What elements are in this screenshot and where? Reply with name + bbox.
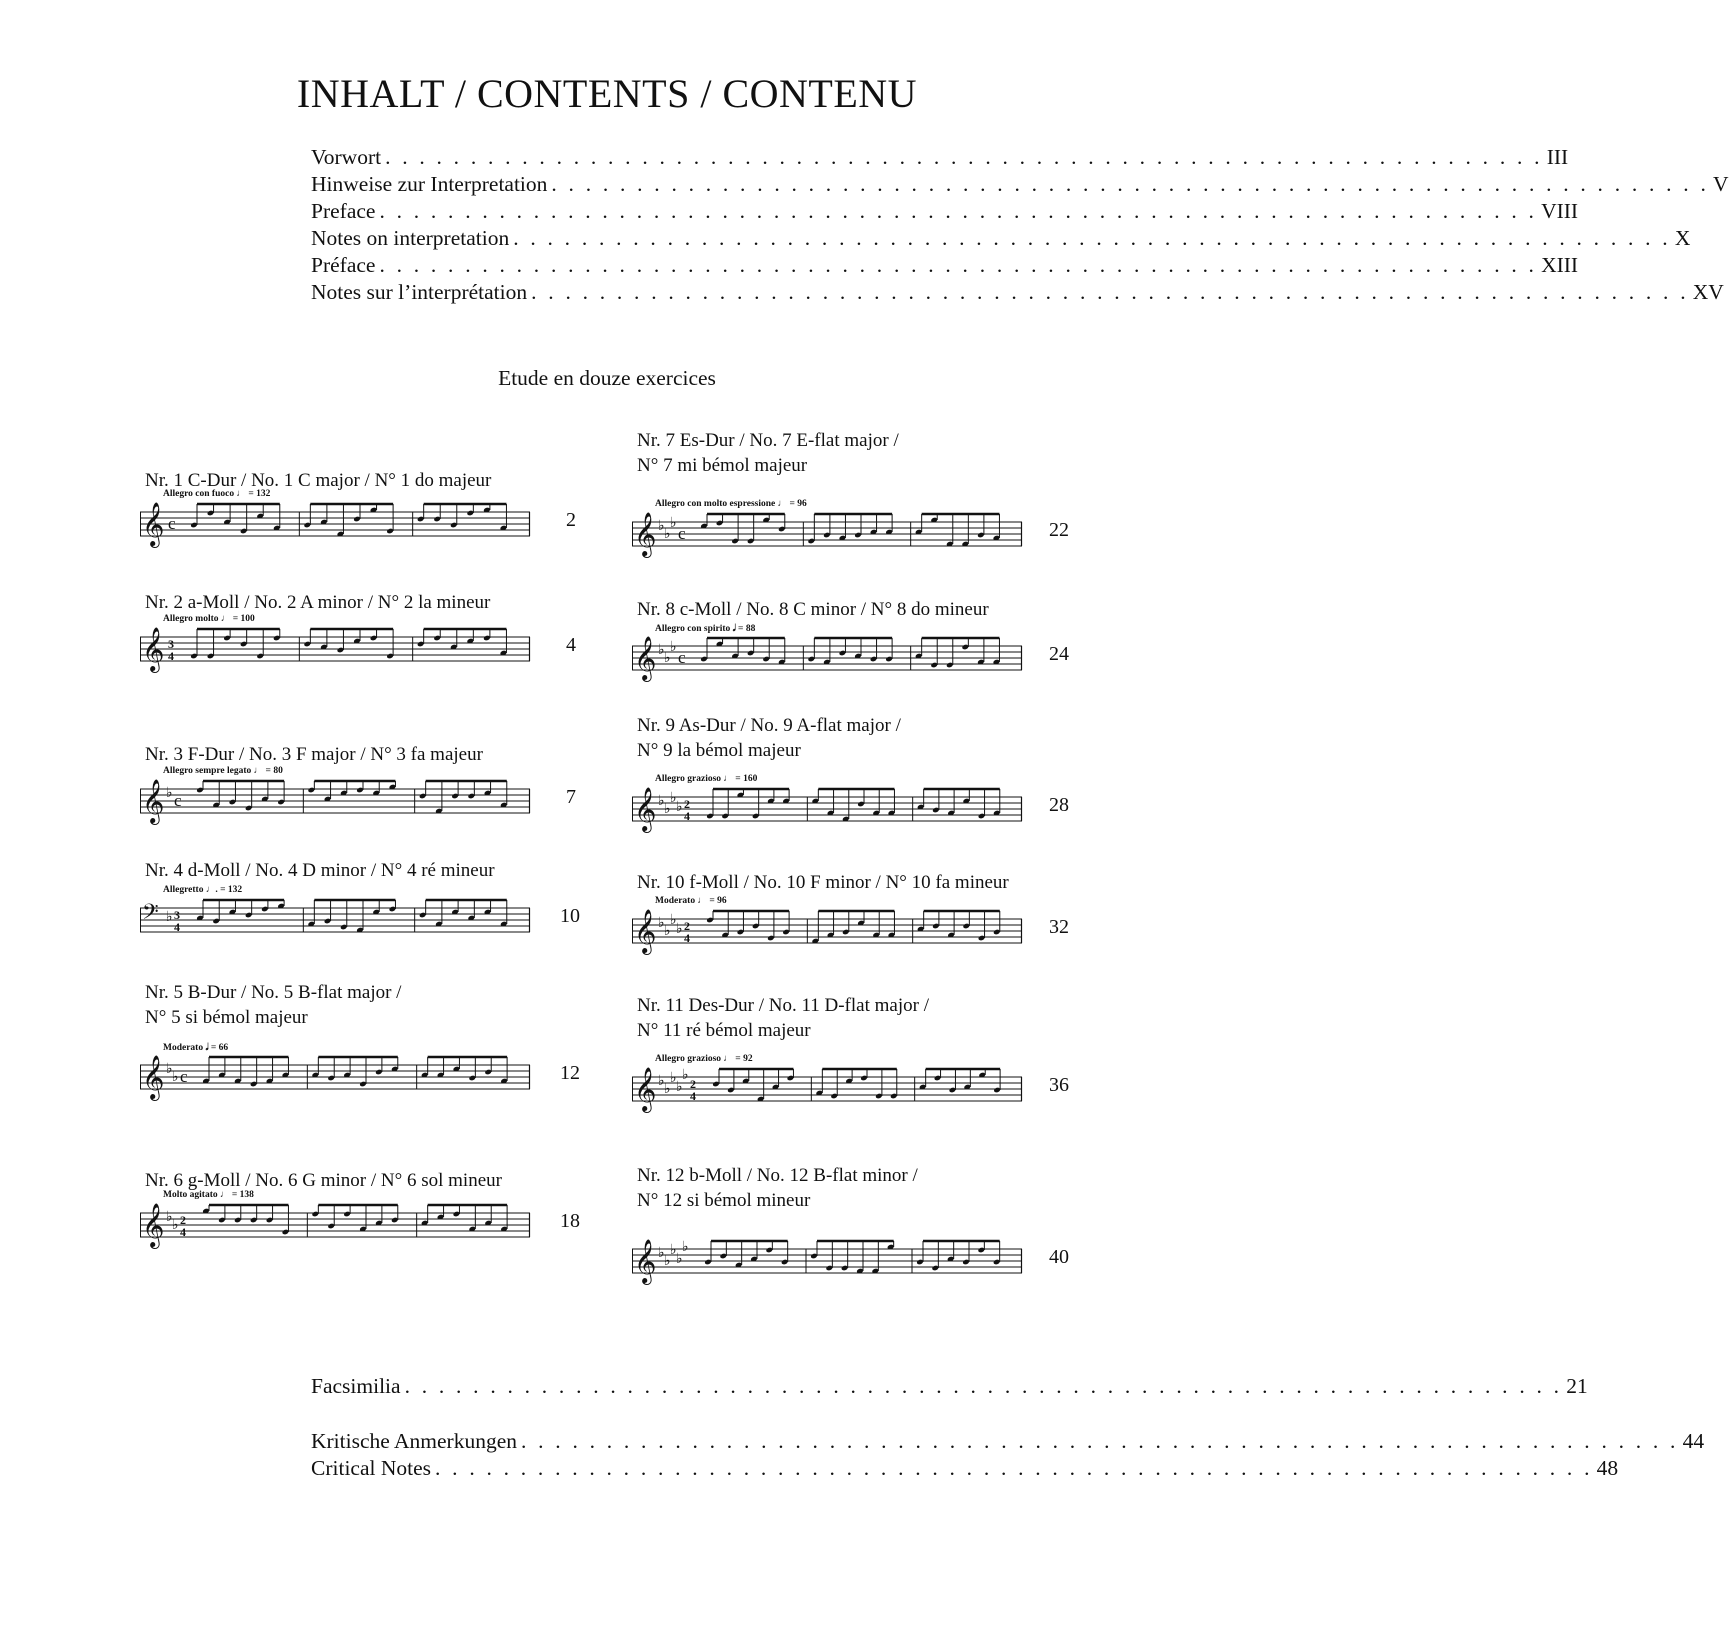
etude-title: Nr. 9 As-Dur / No. 9 A-flat major / — [637, 715, 901, 736]
treble-clef-icon: 𝄞 — [634, 636, 657, 680]
flat-icon: ♭ — [172, 1069, 179, 1085]
flat-icon: ♭ — [670, 515, 677, 531]
dot-leader: . . . . . . . . . . . . . . . . . . . . . . . . . . . . . . . . . . . . . . . . . . . . . . . . . . . . . . . . . . . . . . . . . . . . — [379, 253, 1538, 277]
etude-title: Nr. 12 b-Moll / No. 12 B-flat minor / — [637, 1165, 918, 1186]
treble-clef-icon: 𝄞 — [142, 779, 165, 823]
flat-icon: ♭ — [670, 639, 677, 655]
treble-clef-icon: 𝄞 — [634, 787, 657, 831]
etude-title: Nr. 11 Des-Dur / No. 11 D-flat major / — [637, 995, 929, 1016]
etude-page-number: 24 — [1049, 643, 1069, 665]
time-signature: 2 — [684, 797, 690, 811]
flat-icon: ♭ — [664, 1081, 671, 1097]
tempo-marking: Allegro sempre legato ♩ = 80 — [163, 766, 283, 776]
flat-icon: ♭ — [670, 1070, 677, 1086]
treble-clef-icon: 𝄞 — [634, 512, 657, 556]
time-signature: 2 — [690, 1077, 696, 1091]
back-matter-entry-label: Critical Notes — [311, 1456, 432, 1480]
etude-page-number: 12 — [560, 1062, 580, 1084]
etude-title-line2: N° 7 mi bémol majeur — [637, 455, 808, 476]
etude-page-number: 32 — [1049, 916, 1069, 938]
flat-icon: ♭ — [676, 799, 683, 815]
flat-icon: ♭ — [664, 526, 671, 542]
dot-leader: . . . . . . . . . . . . . . . . . . . . . . . . . . . . . . . . . . . . . . . . . . . . . . . . . . . . . . . . . . . . . . . . . . . . — [513, 226, 1671, 250]
dot-leader: . . . . . . . . . . . . . . . . . . . . . . . . . . . . . . . . . . . . . . . . . . . . . . . . . . . . . . . . . . . . . . . . . . . . — [531, 280, 1689, 304]
flat-icon: ♭ — [658, 793, 665, 809]
flat-icon: ♭ — [172, 1217, 179, 1233]
etude-page-number: 7 — [566, 786, 576, 808]
front-matter-entry-page: XIII — [1541, 253, 1579, 277]
etude-title: Nr. 1 C-Dur / No. 1 C major / N° 1 do majeur — [145, 470, 492, 491]
dot-leader: . . . . . . . . . . . . . . . . . . . . . . . . . . . . . . . . . . . . . . . . . . . . . . . . . . . . . . . . . . . . . . . . . . . . — [379, 199, 1538, 223]
etude-page-number: 10 — [560, 905, 580, 927]
flat-icon: ♭ — [166, 1209, 173, 1225]
front-matter-entry-page: XV — [1692, 280, 1724, 304]
music-incipit — [140, 775, 530, 825]
front-matter-entry-page: III — [1546, 145, 1569, 169]
flat-icon: ♭ — [682, 1239, 689, 1255]
treble-clef-icon: 𝄞 — [634, 909, 657, 953]
front-matter-entry-label: Vorwort — [311, 145, 382, 169]
music-incipit — [632, 1063, 1022, 1113]
tempo-marking: Moderato 𝅗𝅥 = 66 — [163, 1043, 229, 1053]
tempo-marking: Allegro grazioso ♩ = 92 — [655, 1054, 753, 1064]
tempo-marking: Molto agitato ♩ = 138 — [163, 1190, 254, 1200]
tempo-marking: Allegro con molto espressione ♩ = 96 — [655, 499, 807, 509]
tempo-marking: Allegro con fuoco ♩ = 132 — [163, 489, 271, 499]
back-matter-entry-page: 48 — [1596, 1456, 1619, 1480]
time-signature: 2 — [684, 919, 690, 933]
music-incipit — [140, 1199, 530, 1249]
etude-title: Nr. 5 B-Dur / No. 5 B-flat major / — [145, 982, 402, 1003]
front-matter-entry — [311, 170, 1729, 198]
etude-page-number: 40 — [1049, 1246, 1069, 1268]
flat-icon: ♭ — [658, 642, 665, 658]
etude-title: Nr. 10 f-Moll / No. 10 F minor / N° 10 fa mineur — [637, 872, 1009, 893]
front-matter-entry — [311, 143, 1569, 171]
music-incipit — [632, 508, 1022, 558]
time-signature: c — [678, 648, 686, 667]
flat-icon: ♭ — [664, 1253, 671, 1269]
etude-title: Nr. 6 g-Moll / No. 6 G minor / N° 6 sol mineur — [145, 1170, 502, 1191]
flat-icon: ♭ — [166, 1061, 173, 1077]
treble-clef-icon: 𝄞 — [142, 627, 165, 671]
back-matter-entry-page: 21 — [1566, 1374, 1588, 1398]
treble-clef-icon: 𝄞 — [634, 1239, 657, 1283]
etude-page-number: 22 — [1049, 519, 1069, 541]
time-signature: 2 — [180, 1213, 186, 1227]
etude-title-line2: N° 5 si bémol majeur — [145, 1007, 308, 1028]
music-incipit — [632, 1235, 1022, 1285]
flat-icon: ♭ — [658, 915, 665, 931]
flat-icon: ♭ — [166, 785, 173, 801]
treble-clef-icon: 𝄞 — [142, 502, 165, 546]
time-signature: c — [180, 1067, 188, 1086]
etude-title: Nr. 8 c-Moll / No. 8 C minor / N° 8 do mineur — [637, 599, 989, 620]
front-matter-entry-label: Preface — [311, 199, 376, 223]
back-matter-entry — [311, 1454, 1619, 1482]
flat-icon: ♭ — [670, 1242, 677, 1258]
flat-icon: ♭ — [676, 1079, 683, 1095]
music-incipit — [632, 905, 1022, 955]
etude-title: Nr. 2 a-Moll / No. 2 A minor / N° 2 la mineur — [145, 592, 491, 613]
back-matter-entry — [311, 1372, 1588, 1400]
svg-text:4: 4 — [180, 1225, 186, 1239]
flat-icon: ♭ — [682, 1067, 689, 1083]
etude-title: Nr. 7 Es-Dur / No. 7 E-flat major / — [637, 430, 899, 451]
flat-icon: ♭ — [658, 1073, 665, 1089]
etude-title-line2: N° 9 la bémol majeur — [637, 740, 801, 761]
treble-clef-icon: 𝄞 — [634, 1067, 657, 1111]
front-matter-entry — [311, 224, 1691, 252]
etude-title-line2: N° 12 si bémol mineur — [637, 1190, 811, 1211]
time-signature: c — [174, 791, 182, 810]
dot-leader: . . . . . . . . . . . . . . . . . . . . . . . . . . . . . . . . . . . . . . . . . . . . . . . . . . . . . . . . . . . . . . . . . . . . — [435, 1456, 1593, 1480]
music-incipit — [632, 632, 1022, 682]
etude-page-number: 36 — [1049, 1074, 1069, 1096]
front-matter-entry-label: Hinweise zur Interpretation — [311, 172, 548, 196]
svg-text:4: 4 — [684, 931, 690, 945]
page-title: INHALT / CONTENTS / CONTENU — [296, 71, 918, 116]
etude-title: Nr. 3 F-Dur / No. 3 F major / N° 3 fa majeur — [145, 744, 483, 765]
front-matter-entry-label: Préface — [311, 253, 376, 277]
back-matter-entry-label: Facsimilia — [311, 1374, 401, 1398]
svg-text:4: 4 — [684, 809, 690, 823]
music-incipit — [140, 894, 530, 944]
front-matter-entry-label: Notes on interpretation — [311, 226, 510, 250]
front-matter-entry — [311, 251, 1579, 279]
tempo-marking: Allegro molto ♩ = 100 — [163, 614, 255, 624]
flat-icon: ♭ — [664, 650, 671, 666]
etude-page-number: 28 — [1049, 794, 1069, 816]
front-matter-entry-page: VIII — [1541, 199, 1579, 223]
flat-icon: ♭ — [166, 909, 173, 925]
dot-leader: . . . . . . . . . . . . . . . . . . . . . . . . . . . . . . . . . . . . . . . . . . . . . . . . . . . . . . . . . . . . . . . . . . . . — [385, 145, 1543, 169]
front-matter-entry-page: X — [1674, 226, 1691, 250]
dot-leader: . . . . . . . . . . . . . . . . . . . . . . . . . . . . . . . . . . . . . . . . . . . . . . . . . . . . . . . . . . . . . . . . . . . . — [521, 1429, 1679, 1453]
flat-icon: ♭ — [658, 518, 665, 534]
flat-icon: ♭ — [676, 1251, 683, 1267]
etude-page-number: 2 — [566, 509, 576, 531]
etude-title-line2: N° 11 ré bémol majeur — [637, 1020, 811, 1041]
section-title: Etude en douze exercices — [498, 366, 716, 390]
front-matter-entry — [311, 278, 1724, 306]
svg-text:4: 4 — [168, 649, 174, 663]
svg-text:4: 4 — [174, 920, 180, 934]
tempo-marking: Allegro con spirito 𝅗𝅥 = 88 — [655, 624, 756, 634]
flat-icon: ♭ — [670, 790, 677, 806]
music-incipit — [140, 498, 530, 548]
treble-clef-icon: 𝄞 — [142, 1055, 165, 1099]
time-signature: c — [678, 524, 686, 543]
front-matter-entry — [311, 197, 1579, 225]
time-signature: c — [168, 514, 176, 533]
back-matter-entry — [311, 1427, 1705, 1455]
svg-text:4: 4 — [690, 1089, 696, 1103]
etude-title: Nr. 4 d-Moll / No. 4 D minor / N° 4 ré mineur — [145, 860, 495, 881]
bass-clef-icon: 𝄢 — [142, 900, 159, 930]
music-incipit — [140, 623, 530, 673]
flat-icon: ♭ — [664, 923, 671, 939]
back-matter-entry-label: Kritische Anmerkungen — [311, 1429, 517, 1453]
music-incipit — [632, 783, 1022, 833]
front-matter-entry-label: Notes sur l’interprétation — [311, 280, 528, 304]
treble-clef-icon: 𝄞 — [142, 1203, 165, 1247]
dot-leader: . . . . . . . . . . . . . . . . . . . . . . . . . . . . . . . . . . . . . . . . . . . . . . . . . . . . . . . . . . . . . . . . . . . . — [551, 172, 1710, 196]
flat-icon: ♭ — [670, 912, 677, 928]
flat-icon: ♭ — [676, 921, 683, 937]
front-matter-entry-page: V — [1713, 172, 1729, 196]
flat-icon: ♭ — [658, 1245, 665, 1261]
tempo-marking: Moderato ♩ = 96 — [655, 896, 727, 906]
tempo-marking: Allegretto ♩. = 132 — [163, 885, 243, 895]
flat-icon: ♭ — [664, 801, 671, 817]
etude-page-number: 18 — [560, 1210, 580, 1232]
tempo-marking: Allegro grazioso ♩ = 160 — [655, 774, 758, 784]
music-incipit — [140, 1051, 530, 1101]
back-matter-entry-page: 44 — [1682, 1429, 1705, 1453]
dot-leader: . . . . . . . . . . . . . . . . . . . . . . . . . . . . . . . . . . . . . . . . . . . . . . . . . . . . . . . . . . . . . . . . . . . . — [404, 1374, 1563, 1398]
etude-page-number: 4 — [566, 634, 576, 656]
time-signature: 3 — [168, 637, 174, 651]
time-signature: 3 — [174, 908, 180, 922]
